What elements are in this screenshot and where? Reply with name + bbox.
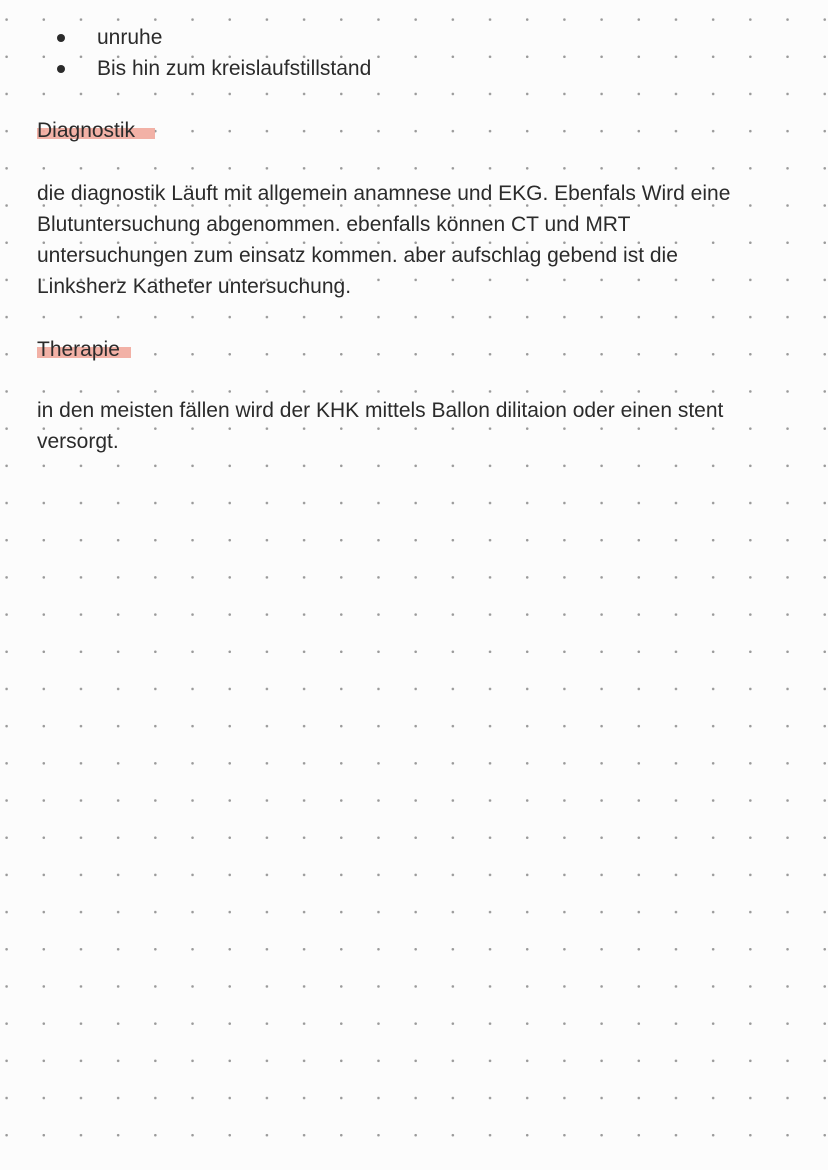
section-heading-diagnostik xyxy=(37,117,135,145)
bullet-icon xyxy=(57,34,65,42)
bullet-text: Bis hin zum kreislaufstillstand xyxy=(97,57,372,80)
bullet-text: unruhe xyxy=(97,26,163,49)
heading-text: Diagnostik xyxy=(37,119,136,142)
bullet-icon xyxy=(57,65,65,73)
heading-text: Therapie xyxy=(37,338,120,361)
list-item xyxy=(54,22,371,53)
diagnostik-paragraph: die diagnostik Läuft mit allgemein anamnese und EKG. Ebenfals Wird eine Blutuntersuchung abgenommen. ebenfalls können CT und MRT untersuchungen zum einsatz kommen. aber aufschlag gebend ist die Linksherz Katheter untersuchung. xyxy=(37,182,731,298)
list-item xyxy=(54,53,371,84)
symptom-bullet-list xyxy=(54,22,371,84)
section-heading-therapie xyxy=(37,336,120,364)
therapie-paragraph: in den meisten fällen wird der KHK mittels Ballon dilitaion oder einen stent versorgt. xyxy=(37,399,724,453)
